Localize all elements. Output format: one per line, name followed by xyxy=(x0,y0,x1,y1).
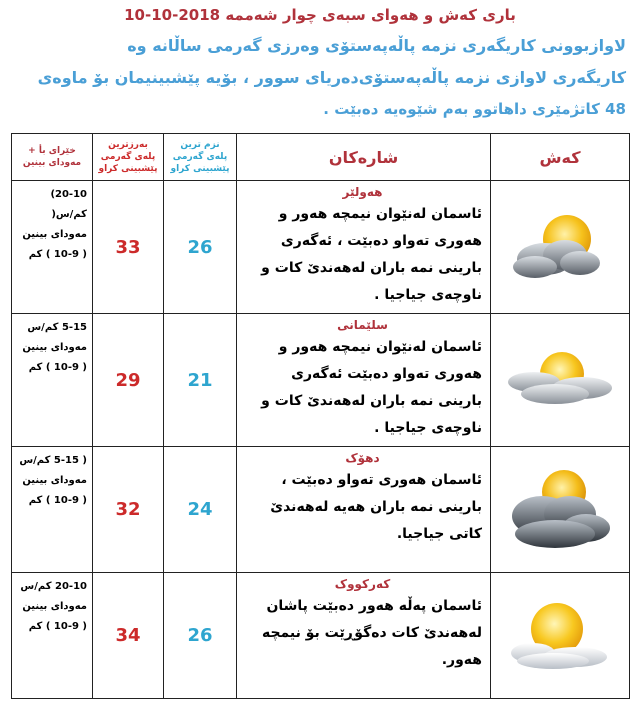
max-temp-cell: 32 xyxy=(93,447,164,573)
header-min-temp: نزم ترین پلەی گەرمی پێشبینی کراو xyxy=(164,134,237,181)
cloudy-sun-icon xyxy=(500,458,620,558)
sun-small-cloud-icon xyxy=(505,589,615,679)
table-row xyxy=(12,447,630,573)
forecast-table xyxy=(11,133,630,699)
wind-visibility-cell: 20-10) کم/س( مەودای بینین ( 10-9 ) کم xyxy=(12,181,93,314)
weather-description: ئاسمان هەوری تەواو دەبێت ، بارینی نمە باران هەیە لەهەندێ کاتی جیاجیا. xyxy=(270,472,482,542)
intro-line-1: لاوازبوونی کاریگەری نزمە پاڵەپەستۆی وەرزی گەرمی ساڵانە وە xyxy=(127,36,626,55)
table-header-row xyxy=(12,134,630,181)
header-cities: شارەکان xyxy=(237,134,491,181)
header-max-temp: بەرزترین پلەی گەرمی پێشبینی کراو xyxy=(93,134,164,181)
table-row xyxy=(12,314,630,447)
table-row xyxy=(12,573,630,699)
weather-icon-cell xyxy=(491,181,630,314)
min-temp-cell: 21 xyxy=(164,314,237,447)
table-row xyxy=(12,181,630,314)
weather-description: ئاسمان پەڵە هەور دەبێت پاشان لەهەندێ کات دەگۆڕێت بۆ نیمچە هەور. xyxy=(261,598,482,668)
weather-description: ئاسمان لەنێوان نیمچە هەور و هەوری تەواو دەبێت ، ئەگەری بارینی نمە باران لەهەندێ کات و ناوچەی جیاجیا . xyxy=(261,206,482,303)
intro-line-3: 48 کاتژمێری داهاتوو بەم شێوەیە دەبێت . xyxy=(323,100,626,118)
partly-cloudy-sun-icon xyxy=(505,197,615,293)
weather-icon-cell xyxy=(491,447,630,573)
min-temp-cell: 26 xyxy=(164,573,237,699)
city-description-cell xyxy=(237,447,491,573)
page-title: باری کەش و هەوای سبەی چوار شەممە 2018-10-10 xyxy=(124,6,516,24)
intro-line-2: کاریگەری لاوازی نزمە پاڵەپەستۆی‌دەریای سوور ، بۆیە پێشبینیمان بۆ ماوەی xyxy=(37,68,626,87)
city-description-cell xyxy=(237,573,491,699)
max-temp-cell: 33 xyxy=(93,181,164,314)
weather-description: ئاسمان لەنێوان نیمچە هەور و هەوری تەواو دەبێت ئەگەری بارینی نمە باران لەهەندێ کات و ناوچەی جیاجیا . xyxy=(261,339,482,436)
city-name: کەرکووک xyxy=(334,577,391,591)
city-description-cell xyxy=(237,314,491,447)
city-name: سلێمانی xyxy=(337,318,388,332)
wind-visibility-cell: 20-10 کم/س مەودای بینین ( 10-9 ) کم xyxy=(12,573,93,699)
header-weather: کەش xyxy=(491,134,630,181)
city-description-cell xyxy=(237,181,491,314)
min-temp-cell: 24 xyxy=(164,447,237,573)
weather-icon-cell xyxy=(491,314,630,447)
max-temp-cell: 34 xyxy=(93,573,164,699)
sun-cloud-icon xyxy=(500,338,620,418)
max-temp-cell: 29 xyxy=(93,314,164,447)
header-wind: خێرای بأ + مەودای بینین xyxy=(12,134,93,181)
weather-icon-cell xyxy=(491,573,630,699)
city-name: دهۆک xyxy=(345,451,380,465)
wind-visibility-cell: 5-15 کم/س مەودای بینین ( 10-9 ) کم xyxy=(12,314,93,447)
wind-visibility-cell: ( 5-15 کم/س مەودای بینین ( 10-9 ) کم xyxy=(12,447,93,573)
min-temp-cell: 26 xyxy=(164,181,237,314)
city-name: هەولێر xyxy=(342,185,383,199)
